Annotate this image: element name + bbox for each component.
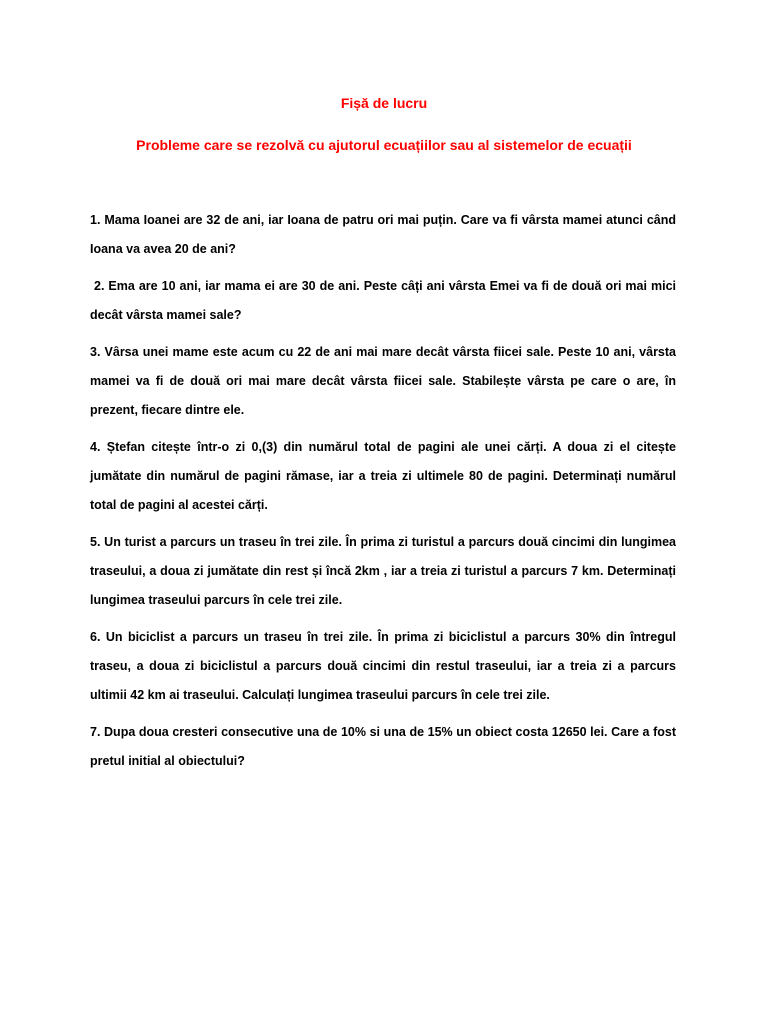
worksheet-subtitle: Probleme care se rezolvă cu ajutorul ecuațiilor sau al sistemelor de ecuații (136, 137, 632, 153)
problem-6: 6. Un biciclist a parcurs un traseu în trei zile. În prima zi biciclistul a parcurs 30% din întregul traseu, a doua zi biciclistul a parcurs două cincimi din restul traseului, iar a treia zi a parcurs ultimii 42 km ai traseului. Calculați lungimea traseului parcurs în cele trei zile. (90, 630, 676, 702)
problem-list (90, 206, 676, 784)
problem-1: 1. Mama Ioanei are 32 de ani, iar Ioana de patru ori mai puțin. Care va fi vârsta mamei atunci când Ioana va avea 20 de ani? (90, 213, 676, 256)
problem-7: 7. Dupa doua cresteri consecutive una de 10% si una de 15% un obiect costa 12650 lei. Care a fost pretul initial al obiectului? (90, 725, 676, 768)
problem-4: 4. Ștefan citește într-o zi 0,(3) din numărul total de pagini ale unei cărți. A doua zi el citește jumătate din numărul de pagini rămase, iar a treia zi ultimele 80 de pagini. Determinați numărul total de pagini al acestei cărți. (90, 440, 676, 512)
problem-5: 5. Un turist a parcurs un traseu în trei zile. În prima zi turistul a parcurs două cincimi din lungimea traseului, a doua zi jumătate din rest și încă 2km , iar a treia zi turistul a parcurs 7 km. Determinați lungimea traseului parcurs în cele trei zile. (90, 535, 676, 607)
worksheet-title: Fișă de lucru (340, 95, 428, 111)
problem-3: 3. Vârsa unei mame este acum cu 22 de ani mai mare decât vârsta fiicei sale. Peste 10 ani, vârsta mamei va fi de două ori mai mare decât vârsta fiicei sale. Stabilește vârsta pe care o are, în prezent, fiecare dintre ele. (90, 345, 676, 417)
problem-2: 2. Ema are 10 ani, iar mama ei are 30 de ani. Peste câți ani vârsta Emei va fi de două ori mai mici decât vârsta mamei sale? (90, 279, 676, 322)
